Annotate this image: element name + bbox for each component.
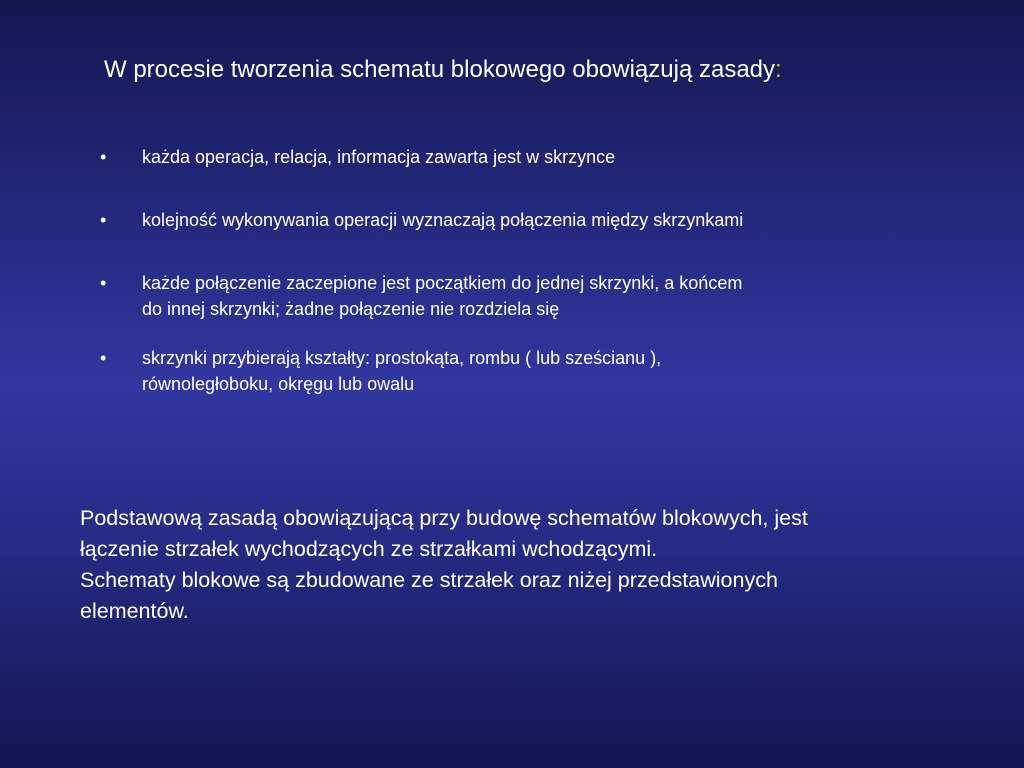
bullet-marker: • <box>100 273 107 293</box>
bullet-text: kolejność wykonywania operacji wyznaczają połączenia między skrzynkami <box>142 210 744 230</box>
slide-title <box>104 54 964 86</box>
bullet-item <box>100 207 960 233</box>
bullet-item <box>100 144 960 170</box>
bullet-text-line: do innej skrzynki; żadne połączenie nie rozdziela się <box>142 299 560 319</box>
summary-paragraph <box>80 503 980 627</box>
paragraph-line: łączenie strzałek wychodzących ze strzałkami wchodzącymi. <box>80 537 658 561</box>
paragraph-line: elementów. <box>80 599 189 623</box>
bullet-marker: • <box>100 348 107 368</box>
bullet-text: każda operacja, relacja, informacja zawarta jest w skrzynce <box>142 147 616 167</box>
paragraph-line: Podstawową zasadą obowiązującą przy budowę schematów blokowych, jest <box>80 506 808 530</box>
title-text: W procesie tworzenia schematu blokowego obowiązują zasady <box>104 56 776 83</box>
bullet-item <box>100 270 960 322</box>
bullet-list <box>100 144 960 397</box>
bullet-marker: • <box>100 147 107 167</box>
bullet-text-line: skrzynki przybierają kształty: prostokąta, rombu ( lub sześcianu ), <box>142 348 662 368</box>
bullet-text-line: równoległoboku, okręgu lub owalu <box>142 374 415 394</box>
bullet-marker: • <box>100 210 107 230</box>
bullet-item <box>100 345 960 397</box>
bullet-text-line: każde połączenie zaczepione jest początkiem do jednej skrzynki, a końcem <box>142 273 743 293</box>
paragraph-line: Schematy blokowe są zbudowane ze strzałek oraz niżej przedstawionych <box>80 568 778 592</box>
title-colon: : <box>775 56 782 83</box>
